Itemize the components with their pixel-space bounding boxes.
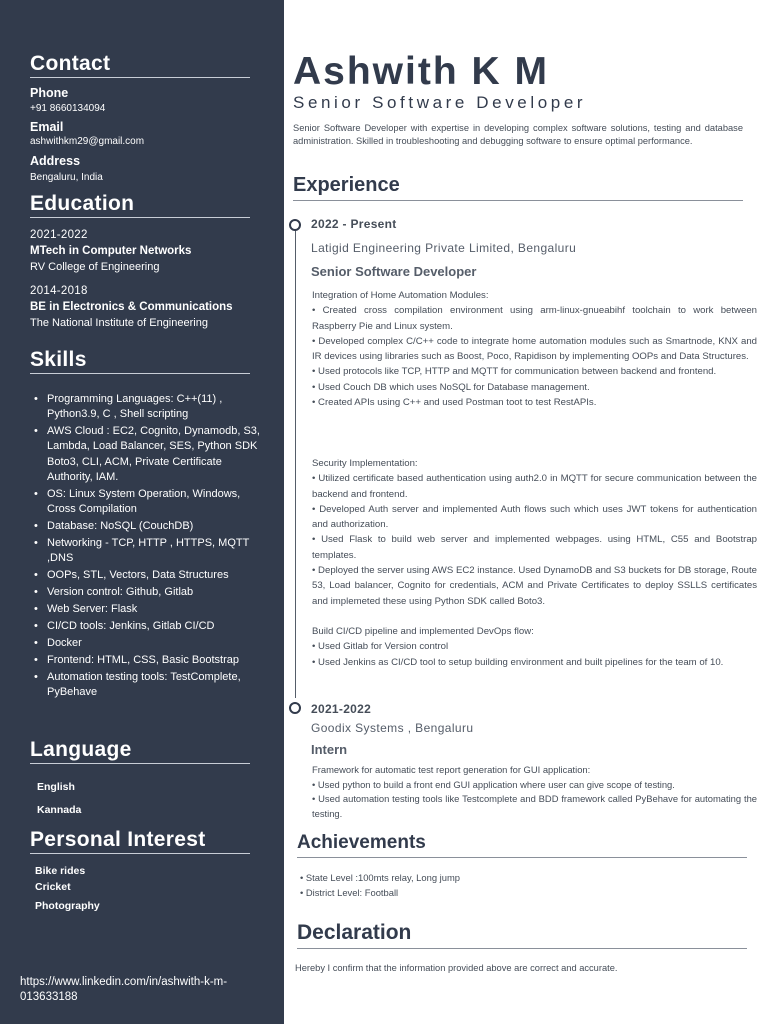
job-bullet: • Developed Auth server and implemented Auth flows such which uses JWT tokens for authentication and authorization. xyxy=(312,503,757,531)
job-bullet: • Utilized certificate based authentication using auth2.0 in MQTT for secure communication between the backend and frontend. xyxy=(312,473,757,500)
achievements-list xyxy=(300,871,460,900)
education-degree: MTech in Computer Networks xyxy=(30,245,192,257)
skill-item: • Automation testing tools: TestComplete, PyBehave xyxy=(34,670,241,698)
job-section xyxy=(312,763,757,821)
bullet-icon: • xyxy=(34,393,38,405)
experience-heading: Experience xyxy=(293,174,743,201)
language-item: Kannada xyxy=(37,804,82,816)
bullet-icon: • xyxy=(34,537,38,550)
sidebar xyxy=(0,0,284,1024)
section-title: Security Implementation: xyxy=(312,458,418,469)
bullet-icon: • xyxy=(34,636,38,649)
education-degree: BE in Electronics & Communications xyxy=(30,301,233,313)
bullet-icon: • xyxy=(34,425,38,438)
section-title: Integration of Home Automation Modules: xyxy=(312,290,489,301)
skill-item: • Programming Languages: C++(11) , Python3.9, C , Shell scripting xyxy=(34,393,223,421)
job-section xyxy=(312,624,757,670)
job-bullet: • Used protocols like TCP, HTTP and MQTT for communication between backend and frontend. xyxy=(312,366,717,378)
address-label: Address xyxy=(30,154,81,168)
job-bullet: • Created cross compilation environment using arm-linux-gnueabihf toolchain to work between Raspberry Pie and Linux system. xyxy=(312,305,757,332)
education-institute: RV College of Engineering xyxy=(30,261,160,273)
declaration-heading: Declaration xyxy=(297,921,747,949)
interest-item: Cricket xyxy=(35,881,71,893)
education-institute: The National Institute of Engineering xyxy=(30,317,208,329)
language-item: English xyxy=(37,781,75,793)
profile-summary: Senior Software Developer with expertise in developing complex software solutions, testing and database administration. Skilled in troubleshooting and debugging software to ensure optimal performance. xyxy=(293,123,743,146)
skills-heading: Skills xyxy=(30,348,250,374)
skill-item: • Networking - TCP, HTTP , HTTPS, MQTT ,DNS xyxy=(34,537,250,565)
education-heading: Education xyxy=(30,192,250,218)
achievement-item: • State Level :100mts relay, Long jump xyxy=(300,872,460,883)
email-value: ashwithkm29@gmail.com xyxy=(30,136,145,147)
bullet-icon: • xyxy=(34,569,38,582)
section-title: Framework for automatic test report generation for GUI application: xyxy=(312,764,591,775)
email-label: Email xyxy=(30,120,64,134)
phone-value: +91 8660134094 xyxy=(30,103,106,114)
education-years: 2021-2022 xyxy=(30,229,88,241)
interest-item: Photography xyxy=(35,900,100,912)
job-role: Senior Software Developer xyxy=(311,264,477,279)
education-years: 2014-2018 xyxy=(30,285,88,297)
candidate-name: Ashwith K M xyxy=(293,50,549,93)
interest-item: Bike rides xyxy=(35,865,86,877)
declaration-text: Hereby I confirm that the information provided above are correct and accurate. xyxy=(295,963,618,973)
skill-item: • Database: NoSQL (CouchDB) xyxy=(30,519,260,534)
bullet-icon: • xyxy=(34,670,38,683)
job-bullet: • Used Flask to build web server and implemented webpages. using HTML, C55 and Bootstrap templates. xyxy=(312,534,757,561)
job-bullet: • Used python to build a front end GUI application where user can give scope of testing. xyxy=(312,778,675,790)
job-bullet: • Used Jenkins as CI/CD tool to setup building environment and built pipelines for the team of 10. xyxy=(312,656,724,668)
job-bullet: • Used Couch DB which uses NoSQL for Database management. xyxy=(312,381,590,393)
bullet-icon: • xyxy=(34,520,38,533)
job-role: Intern xyxy=(311,742,348,757)
job-bullet: • Developed complex C/C++ code to integrate home automation modules such as Smartnode, KNX and IR devices using libraries such as Boost, Poco, Rapidison by implementing OOPs and Data Structures. xyxy=(312,335,757,363)
skill-item: • OS: Linux System Operation, Windows, Cross Compilation xyxy=(34,487,241,516)
section-title: Build CI/CD pipeline and implemented DevOps flow: xyxy=(312,626,534,637)
achievements-heading: Achievements xyxy=(297,832,747,858)
job-dates: 2021-2022 xyxy=(311,702,372,716)
skill-item: • Web Server: Flask xyxy=(30,602,260,617)
bullet-icon: • xyxy=(34,603,38,616)
phone-label: Phone xyxy=(30,86,69,100)
job-company: Goodix Systems , Bengaluru xyxy=(311,721,474,735)
language-heading: Language xyxy=(30,738,250,764)
interest-heading: Personal Interest xyxy=(30,828,250,854)
bullet-icon: • xyxy=(34,487,38,500)
job-dates: 2022 - Present xyxy=(311,217,397,231)
skill-item: • Frontend: HTML, CSS, Basic Bootstrap xyxy=(30,653,260,668)
timeline-dot-icon xyxy=(289,219,301,231)
bullet-icon: • xyxy=(34,619,38,632)
bullet-icon: • xyxy=(34,586,38,599)
skill-item: • Version control: Github, Gitlab xyxy=(30,585,260,600)
timeline-dot-icon xyxy=(289,702,301,714)
job-section xyxy=(312,456,757,609)
contact-heading: Contact xyxy=(30,52,250,78)
skills-list xyxy=(30,392,260,702)
job-bullet: • Created APIs using C++ and used Postman toot to test RestAPIs. xyxy=(312,397,597,409)
job-bullet: • Used Gitlab for Version control xyxy=(312,641,449,653)
linkedin-link[interactable]: https://www.linkedin.com/in/ashwith-k-m-013633188 xyxy=(20,976,228,1003)
skill-item: • CI/CD tools: Jenkins, Gitlab CI/CD xyxy=(30,619,260,634)
job-company: Latigid Engineering Private Limited, Bengaluru xyxy=(311,241,577,255)
candidate-title: Senior Software Developer xyxy=(293,93,587,112)
skill-item: • OOPs, STL, Vectors, Data Structures xyxy=(30,568,260,583)
job-bullet: • Deployed the server using AWS EC2 instance. Used DynamoDB and S3 buckets for DB storage, Route 53, Load balancer, Cognito for credentials, ACM and Private Certificates to deploy SSLLS certificates and implemeted these using Python SDK called Boto3. xyxy=(312,565,757,607)
job-bullet: • Used automation testing tools like Testcomplete and BDD framework called PyBehave for automating the testing. xyxy=(312,793,757,819)
achievement-item: • District Level: Football xyxy=(300,886,399,898)
job-section xyxy=(312,288,757,410)
skill-item: • Docker xyxy=(30,636,260,651)
address-value: Bengaluru, India xyxy=(30,172,103,183)
bullet-icon: • xyxy=(34,653,38,666)
skill-item: • AWS Cloud : EC2, Cognito, Dynamodb, S3, Lambda, Load Balancer, SES, Python SDK Boto3, CLI, ACM, Private Certificate Authority, IAM. xyxy=(34,425,260,484)
timeline-line xyxy=(295,228,296,698)
